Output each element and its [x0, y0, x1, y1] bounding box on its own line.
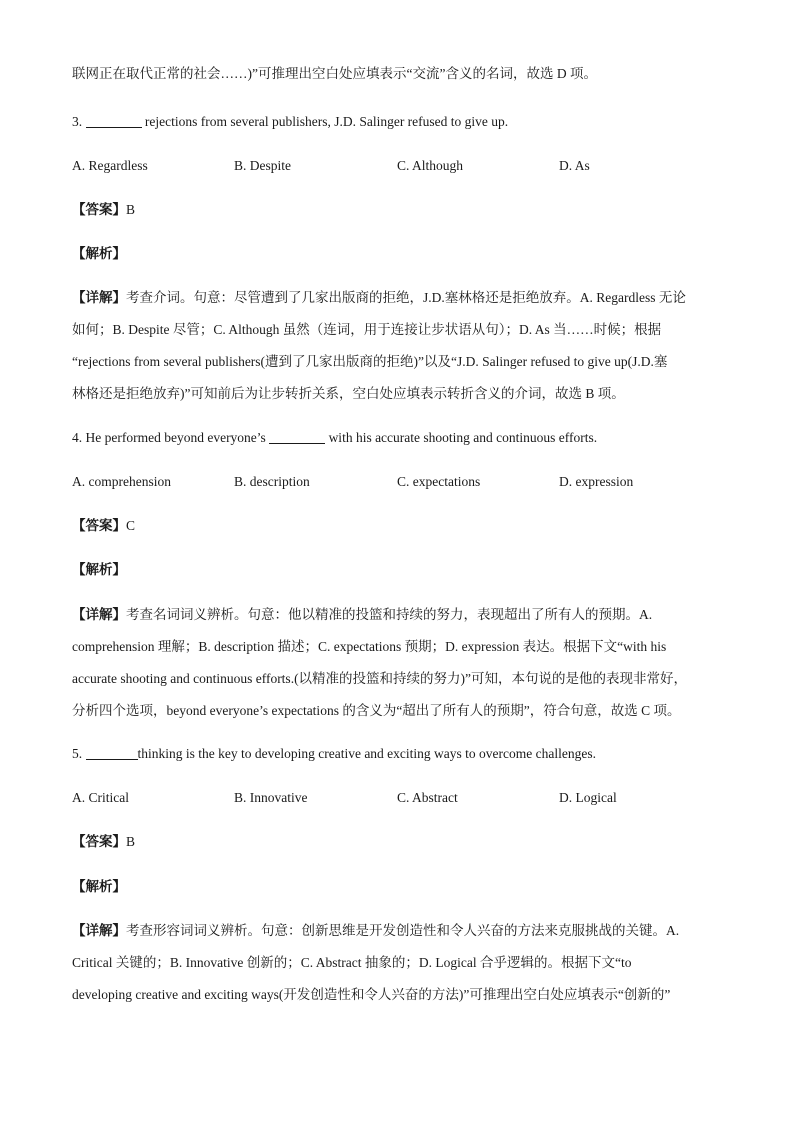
option-c: C. Abstract	[397, 790, 458, 805]
question-5-options	[72, 788, 722, 808]
option-b: B. Innovative	[234, 790, 308, 805]
question-number: 4.	[72, 430, 86, 445]
detail-line: developing creative and exciting ways(开发创造性和令人兴奋的方法)”可推理出空白处应填表示“创新的”	[72, 987, 671, 1002]
answer-blank	[86, 113, 142, 128]
answer-line	[72, 200, 135, 220]
question-text: with his accurate shooting and continuous efforts.	[325, 430, 598, 445]
question-number: 5.	[72, 746, 86, 761]
question-text: rejections from several publishers, J.D. Salinger refused to give up.	[141, 114, 509, 129]
question-3	[72, 112, 508, 132]
option-a: A. comprehension	[72, 474, 171, 489]
question-text: thinking is the key to developing creative and exciting ways to overcome challenges.	[137, 746, 596, 761]
detail-line: 分析四个选项，beyond everyone’s expectations 的含义为“超出了所有人的预期”，符合句意，故选 C 项。	[72, 703, 681, 718]
detail-text: 考查形容词词义辨析。句意：创新思维是开发创造性和令人兴奋的方法来克服挑战的关键。A.	[126, 923, 680, 938]
option-a: A. Regardless	[72, 158, 148, 173]
question-5	[72, 744, 596, 764]
answer-tag: 【答案】	[72, 202, 126, 217]
option-c: C. Although	[397, 158, 464, 173]
question-4-options	[72, 472, 722, 492]
detail-tag: 【详解】	[72, 923, 126, 938]
analysis-tag: 【解析】	[72, 246, 126, 261]
paragraph-line: 联网正在取代正常的社会……)”可推理出空白处应填表示“交流”含义的名词，故选 D 项。	[72, 66, 597, 81]
option-d: D. Logical	[559, 790, 617, 805]
answer-tag: 【答案】	[72, 518, 126, 533]
question-3-options	[72, 156, 722, 176]
detail-text: 考查介词。句意：尽管遭到了几家出版商的拒绝，J.D.塞林格还是拒绝放弃。A. Regardless 无论	[126, 290, 686, 305]
question-4	[72, 428, 597, 448]
answer-value: B	[126, 834, 136, 849]
option-a: A. Critical	[72, 790, 129, 805]
answer-tag: 【答案】	[72, 834, 126, 849]
analysis-tag: 【解析】	[72, 562, 126, 577]
answer-value: C	[126, 518, 136, 533]
detail-tag: 【详解】	[72, 607, 126, 622]
option-d: D. expression	[559, 474, 634, 489]
option-d: D. As	[559, 158, 590, 173]
option-b: B. Despite	[234, 158, 291, 173]
detail-text: 考查名词词义辨析。句意：他以精准的投篮和持续的努力，表现超出了所有人的预期。A.	[126, 607, 653, 622]
answer-line	[72, 516, 135, 536]
detail-line: Critical 关键的；B. Innovative 创新的；C. Abstract 抽象的；D. Logical 合乎逻辑的。根据下文“to	[72, 955, 632, 970]
answer-blank	[86, 745, 138, 760]
detail-line: 如何；B. Despite 尽管；C. Although 虽然（连词，用于连接让步状语从句）；D. As 当……时候；根据	[72, 322, 662, 337]
detail-tag: 【详解】	[72, 290, 126, 305]
detail-line: 林格还是拒绝放弃)”可知前后为让步转折关系，空白处应填表示转折含义的介词，故选 B 项。	[72, 386, 625, 401]
question-number: 3.	[72, 114, 86, 129]
detail-line: “rejections from several publishers(遭到了几家出版商的拒绝)”以及“J.D. Salinger refused to give up(J.D.塞	[72, 354, 668, 369]
detail-line	[72, 605, 652, 625]
answer-blank	[269, 429, 325, 444]
question-text: He performed beyond everyone’s	[85, 430, 270, 445]
detail-line: comprehension 理解；B. description 描述；C. expectations 预期；D. expression 表达。根据下文“with his	[72, 639, 667, 654]
detail-line: accurate shooting and continuous efforts.(以精准的投篮和持续的努力)”可知，本句说的是他的表现非常好，	[72, 671, 688, 686]
detail-line	[72, 921, 679, 941]
option-b: B. description	[234, 474, 310, 489]
answer-value: B	[126, 202, 136, 217]
detail-line	[72, 288, 686, 308]
answer-line	[72, 832, 135, 852]
analysis-tag: 【解析】	[72, 879, 126, 894]
option-c: C. expectations	[397, 474, 481, 489]
